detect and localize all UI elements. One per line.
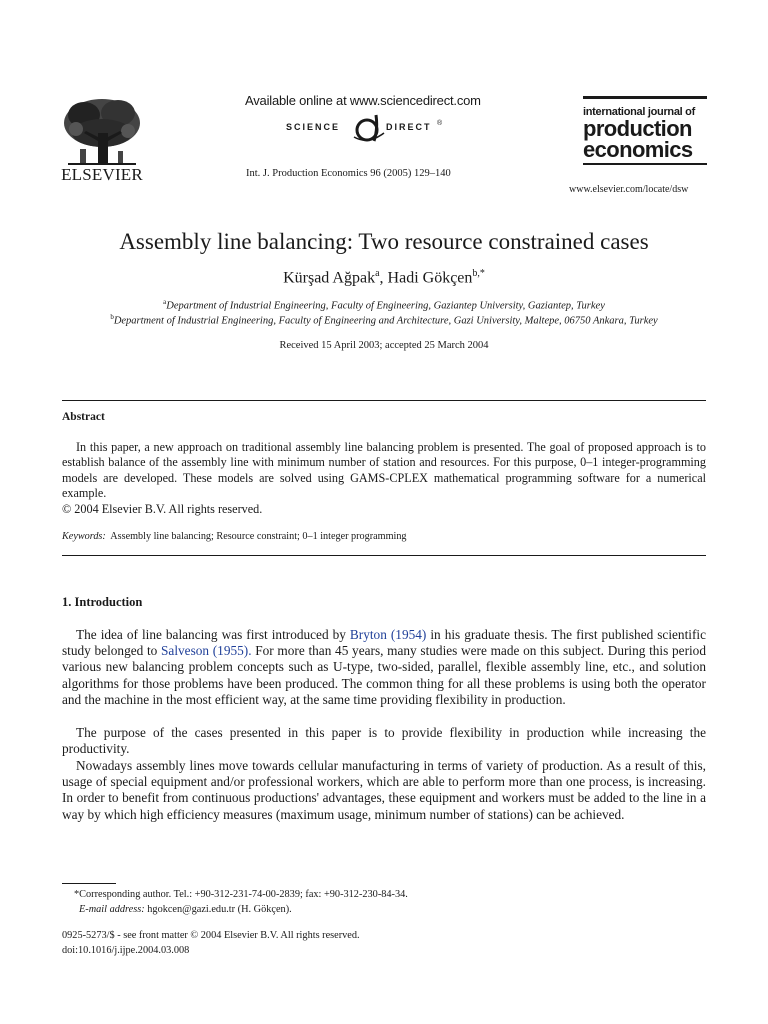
available-online: Available online at www.sciencedirect.com [245,93,481,108]
journal-url[interactable]: www.elsevier.com/locate/dsw [569,184,689,195]
footnote-corresponding-author: *Corresponding author. Tel.: +90-312-231-74-00-2839; fax: +90-312-230-84-34. [74,889,408,900]
citation-link-bryton[interactable]: Bryton (1954) [349,627,427,642]
keywords-text: Assembly line balancing; Resource constraint; 0–1 integer programming [110,531,407,542]
article-title: Assembly line balancing: Two resource constrained cases [119,229,649,254]
sd-registered-mark: ® [437,120,443,127]
author-separator: , [379,269,388,287]
received-dates: Received 15 April 2003; accepted 25 March 2004 [279,340,489,351]
journal-top-rule [583,96,707,99]
citation-link-salveson[interactable]: Salveson (1955). [161,643,252,659]
footnote-rule [62,883,116,884]
affiliation-a-mark: a [163,298,167,306]
sciencedirect-logo [286,111,446,145]
footnote-email-address[interactable]: hgokcen@gazi.edu.tr (H. Gökçen). [147,904,292,915]
affiliation-b [0,313,768,327]
keywords-line [62,531,407,542]
abstract-copyright: © 2004 Elsevier B.V. All rights reserved. [62,502,263,516]
publisher-name: ELSEVIER [61,165,143,184]
section-heading-introduction: 1. Introduction [62,595,143,609]
footnote-email-label: E-mail address: [79,904,145,915]
journal-bottom-rule [583,163,707,165]
abstract-heading: Abstract [62,411,105,423]
affiliation-b-text: Department of Industrial Engineering, Faculty of Engineering and Architecture, Gazi University, Maltepe, 06750 Ankara, Turkey [113,315,658,327]
author-line [0,268,768,287]
journal-logo [583,96,707,165]
sd-science-text: SCIENCE [286,122,341,132]
intro-paragraph-2: The purpose of the cases presented in this paper is to provide flexibility in production while increasing the productivity. [62,725,706,757]
affiliation-a-text: Department of Industrial Engineering, Faculty of Engineering, Gaziantep University, Gaziantep, Turkey [166,300,605,312]
intro-paragraph-3: Nowadays assembly lines move towards cellular manufacturing in terms of variety of production. As a result of this, usage of special equipment and/or professional workers, which are able to perform more than one process, is increasing. In order to benefit from continuous productions' advantages, these equipment and workers must be added to the line in a way by which high efficiency measures (maximum usage, minimum number of stations) can be achieved. [62,758,706,822]
elsevier-logo [58,93,146,187]
doi[interactable]: doi:10.1016/j.ijpe.2004.03.008 [62,945,190,956]
author-1-affiliation: a [375,268,380,279]
intro-paragraph-1 [62,627,706,708]
intro-p1-text-a: The idea of line balancing was first introduced by [76,627,350,642]
abstract-body: In this paper, a new approach on traditional assembly line balancing problem is presented. The goal of proposed approach is to establish balance of the assembly line with minimum number of station and resources. For this purpose, 0–1 integer-programming models are developed. These models are solved using GAMS-CPLEX mathematical programming software for a numerical example. [62,440,706,500]
intro-p1-text-c: For more than 45 years, many studies were made on this subject. During this period various new balancing problem concepts such as U-type, two-sided, parallel, flexible assembly line, etc., and solution algorithms for those problems have been produced. The common thing for all these problems is using both the operator and the machine in the most efficient way, at the same time providing flexibility in production. [62,643,706,707]
sd-direct-text: DIRECT [386,122,432,132]
footnote-email [79,904,292,915]
abstract-bottom-rule [62,555,706,556]
abstract-top-rule [62,400,706,401]
keywords-label: Keywords: [62,531,106,542]
intro-p1-text-b: in his graduate thesis. The first published scientific study belonged to [62,627,706,659]
author-1[interactable]: Kürşad Ağpak [283,269,376,287]
affiliation-a [0,298,768,312]
journal-citation: Int. J. Production Economics 96 (2005) 129–140 [246,168,451,179]
front-matter: 0925-5273/$ - see front matter © 2004 Elsevier B.V. All rights reserved. [62,930,360,941]
journal-name-prefix: international journal of [583,106,695,118]
affiliation-b-mark: b [110,313,114,321]
sciencedirect-d-icon [352,111,386,145]
journal-name-line1: production [583,116,692,141]
author-2[interactable]: Hadi Gökçen [387,269,473,287]
journal-name-line2: economics [583,137,693,162]
author-2-affiliation[interactable]: b,* [472,268,485,279]
